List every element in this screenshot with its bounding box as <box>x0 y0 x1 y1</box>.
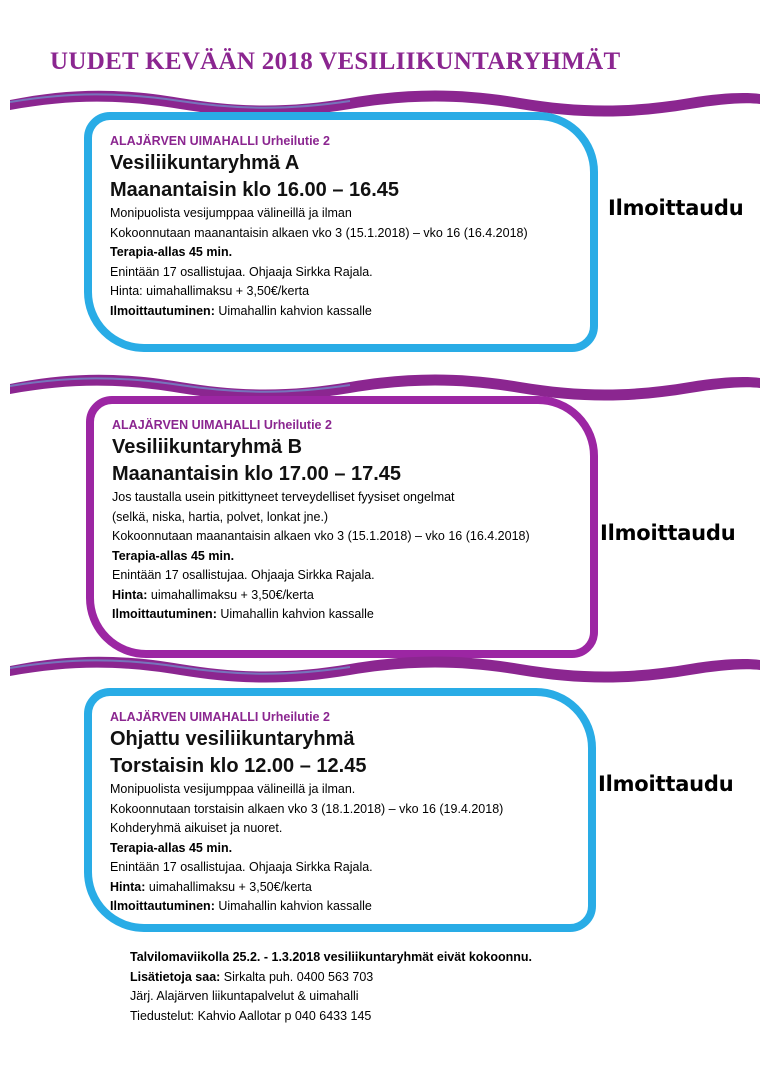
card-time: Maanantaisin klo 17.00 – 17.45 <box>112 463 402 485</box>
card-time: Torstaisin klo 12.00 – 12.45 <box>110 755 367 777</box>
footer-contact: Tiedustelut: Kahvio Aallotar p 040 6433 145 <box>130 1008 372 1023</box>
card-location: ALAJÄRVEN UIMAHALLI Urheilutie 2 <box>110 710 330 724</box>
registration-label: Ilmoittautuminen: <box>110 303 215 318</box>
price-text: uimahallimaksu + 3,50€/kerta <box>145 879 312 894</box>
card-line: Kokoonnutaan torstaisin alkaen vko 3 (18.1.2018) – vko 16 (19.4.2018) <box>110 801 504 816</box>
card-price <box>110 878 584 898</box>
card-group-a <box>84 112 598 352</box>
card-group-c <box>84 688 596 932</box>
footer-info <box>130 968 532 988</box>
footer-organizer: Järj. Alajärven liikuntapalvelut & uimahalli <box>130 989 359 1003</box>
card-line: Monipuolista vesijumppaa välineillä ja ilman <box>110 206 352 220</box>
card-time: Maanantaisin klo 16.00 – 16.45 <box>110 179 400 201</box>
card-group-name: Vesiliikuntaryhmä A <box>110 152 300 174</box>
registration-label: Ilmoittautuminen: <box>110 899 215 913</box>
card-line: Kohderyhmä aikuiset ja nuoret. <box>110 821 283 835</box>
card-location: ALAJÄRVEN UIMAHALLI Urheilutie 2 <box>110 134 330 148</box>
card-group-name: Vesiliikuntaryhmä B <box>112 436 303 458</box>
register-button[interactable]: Ilmoittaudu <box>598 772 734 796</box>
card-group-b <box>86 396 598 658</box>
register-button[interactable]: Ilmoittaudu <box>608 196 744 220</box>
card-line: Enintään 17 osallistujaa. Ohjaaja Sirkka Rajala. <box>110 264 373 279</box>
register-button[interactable]: Ilmoittaudu <box>600 521 736 545</box>
card-line: Kokoonnutaan maanantaisin alkaen vko 3 (15.1.2018) – vko 16 (16.4.2018) <box>112 529 530 543</box>
card-group-name: Ohjattu vesiliikuntaryhmä <box>110 728 355 750</box>
price-text: uimahallimaksu + 3,50€/kerta <box>147 587 314 602</box>
card-registration <box>110 897 584 917</box>
footer-notice: Talvilomaviikolla 25.2. - 1.3.2018 vesiliikuntaryhmät eivät kokoonnu. <box>130 950 533 964</box>
card-line: Enintään 17 osallistujaa. Ohjaaja Sirkka Rajala. <box>112 568 375 582</box>
card-price <box>112 586 586 606</box>
card-line: Enintään 17 osallistujaa. Ohjaaja Sirkka Rajala. <box>110 860 373 874</box>
footer-info-text: Sirkalta puh. 0400 563 703 <box>220 969 374 984</box>
card-line: Jos taustalla usein pitkittyneet terveydelliset fyysiset ongelmat <box>112 490 455 504</box>
card-line: Terapia-allas 45 min. <box>110 840 233 855</box>
footer <box>130 948 532 1026</box>
registration-text: Uimahallin kahvion kassalle <box>214 303 372 318</box>
card-line: (selkä, niska, hartia, polvet, lonkat jne.) <box>112 509 329 524</box>
card-registration <box>110 302 586 322</box>
card-line: Terapia-allas 45 min. <box>112 548 235 563</box>
card-line: Monipuolista vesijumppaa välineillä ja ilman. <box>110 782 356 796</box>
wave-divider <box>10 648 760 688</box>
card-line: Kokoonnutaan maanantaisin alkaen vko 3 (15.1.2018) – vko 16 (16.4.2018) <box>110 225 528 240</box>
card-registration <box>112 605 586 625</box>
registration-label: Ilmoittautuminen: <box>112 607 217 621</box>
price-label: Hinta: <box>110 879 146 894</box>
card-line: Hinta: uimahallimaksu + 3,50€/kerta <box>110 284 310 298</box>
price-label: Hinta: <box>112 587 148 602</box>
card-line: Terapia-allas 45 min. <box>110 245 233 259</box>
registration-text: Uimahallin kahvion kassalle <box>216 607 374 621</box>
footer-info-label: Lisätietoja saa: <box>130 969 221 984</box>
page-title: UUDET KEVÄÄN 2018 VESILIIKUNTARYHMÄT <box>50 48 621 75</box>
registration-text: Uimahallin kahvion kassalle <box>214 899 372 913</box>
card-location: ALAJÄRVEN UIMAHALLI Urheilutie 2 <box>112 418 332 432</box>
